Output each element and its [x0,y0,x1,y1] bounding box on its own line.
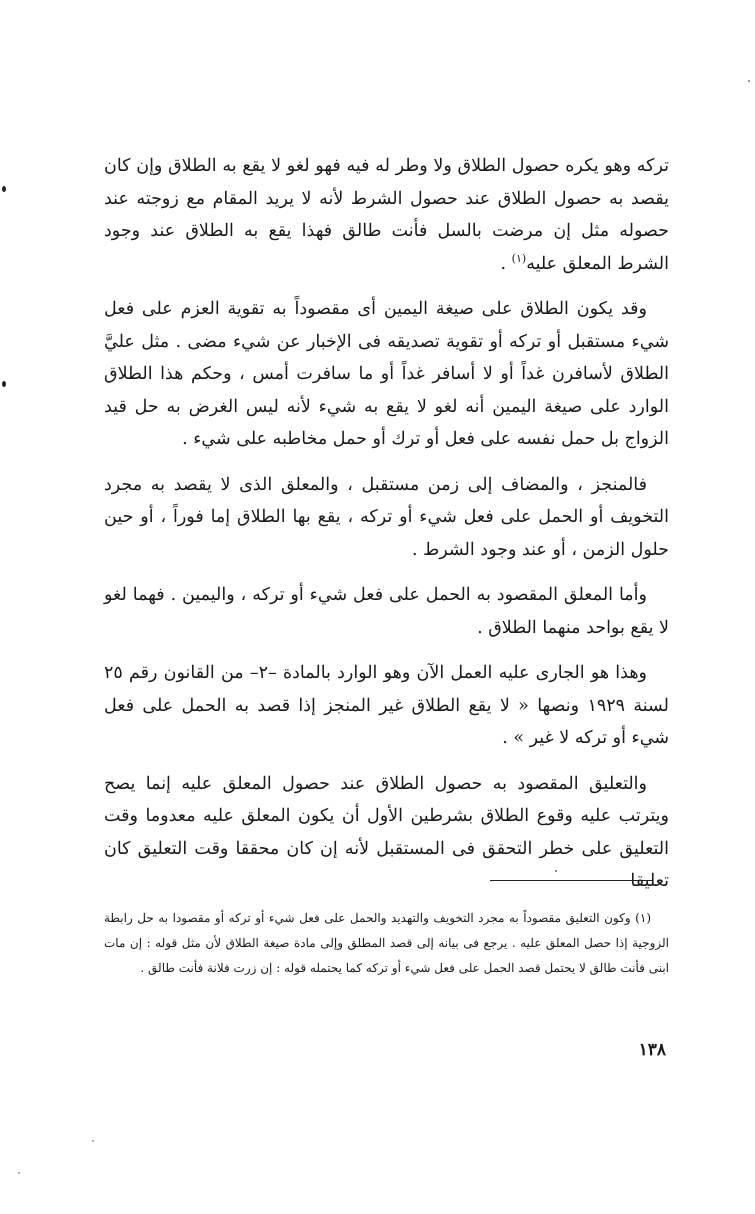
paragraph-2: وقد يكون الطلاق على صيغة اليمين أى مقصوداً به تقوية العزم على فعل شيء مستقبل أو تركه أو تقوية تصديقه فى الإخبار عن شيء مضى . مثل عليَّ الطلاق لأسافرن غداً أو لا أسافر غداً أو ما سافرت أمس ، وحكم هذا الطلاق الوارد على صيغة اليمين أنه لغو لا يقع به شيء لأنه ليس الغرض به حل قيد الزواج بل حمل نفسه على فعل أو ترك أو حمل مخاطبه على شيء . [104,299,669,449]
paragraph-4: وأما المعلق المقصود به الحمل على فعل شيء أو تركه ، واليمين . فهما لغو لا يقع بواحد منهما الطلاق . [104,585,669,638]
scan-mark [2,186,6,192]
page-number: ١٣٨ [638,1040,666,1060]
footnote-reference: (١) [511,251,527,265]
paragraph-1 [104,150,669,280]
scan-mark [18,1172,20,1174]
scan-mark [555,870,557,872]
main-text [104,150,669,898]
footnote-paragraph [104,906,669,981]
paragraph-6: والتعليق المقصود به حصول الطلاق عند حصول المعلق عليه إنما يصح ويترتب عليه وقوع الطلاق بشرطين الأول أن يكون المعلق عليه معدوما وقت التعليق على خطر التحقق فى المستقبل لأنه إن كان محققا وقت التعليق كان تعليقا [104,773,669,891]
paragraph-3: فالمنجز ، والمضاف إلى زمن مستقبل ، والمعلق الذى لا يقصد به مجرد التخويف أو الحمل على فعل شيء أو تركه ، يقع بها الطلاق إما فوراً ، أو حين حلول الزمن ، أو عند وجود الشرط . [104,474,669,560]
footnote [104,906,669,981]
scan-mark [2,381,6,387]
footnote-text: وكون التعليق مقصوداً به مجرد التخويف والتهديد والحمل على فعل شيء أو تركه أو مقصودا به حل رابطة الزوجية إذا حصل المعلق عليه . يرجع فى بيانه إلى قصد المطلق وإلى مادة صيغة الطلاق لأن مثل قوله : إن مات ابنى فأنت طالق لا يحتمل قصد الحمل على فعل شيء أو تركه كما يحتمله قوله : إن زرت فلانة فأنت طالق . [104,911,669,975]
footnote-divider [490,880,652,881]
footnote-marker: (١) [635,911,651,925]
scan-mark [92,1140,94,1142]
paragraph-5: وهذا هو الجارى عليه العمل الآن وهو الوارد بالمادة –٢– من القانون رقم ٢٥ لسنة ١٩٢٩ ونصها « لا يقع الطلاق غير المنجز إذا قصد به الحمل على فعل شيء أو تركه لا غير » . [104,663,669,748]
scan-mark [748,80,750,82]
paragraph-1-tail: . [500,253,512,274]
paragraph-1-text: تركه وهو يكره حصول الطلاق ولا وطر له فيه فهو لغو لا يقع به الطلاق وإن كان يقصد به حصول الطلاق عند حصول الشرط لأنه لا يريد المقام مع زوجته عند حصوله مثل إن مرضت بالسل فأنت طالق فهذا يقع به الطلاق عند وجود الشرط المعلق عليه [104,156,669,274]
